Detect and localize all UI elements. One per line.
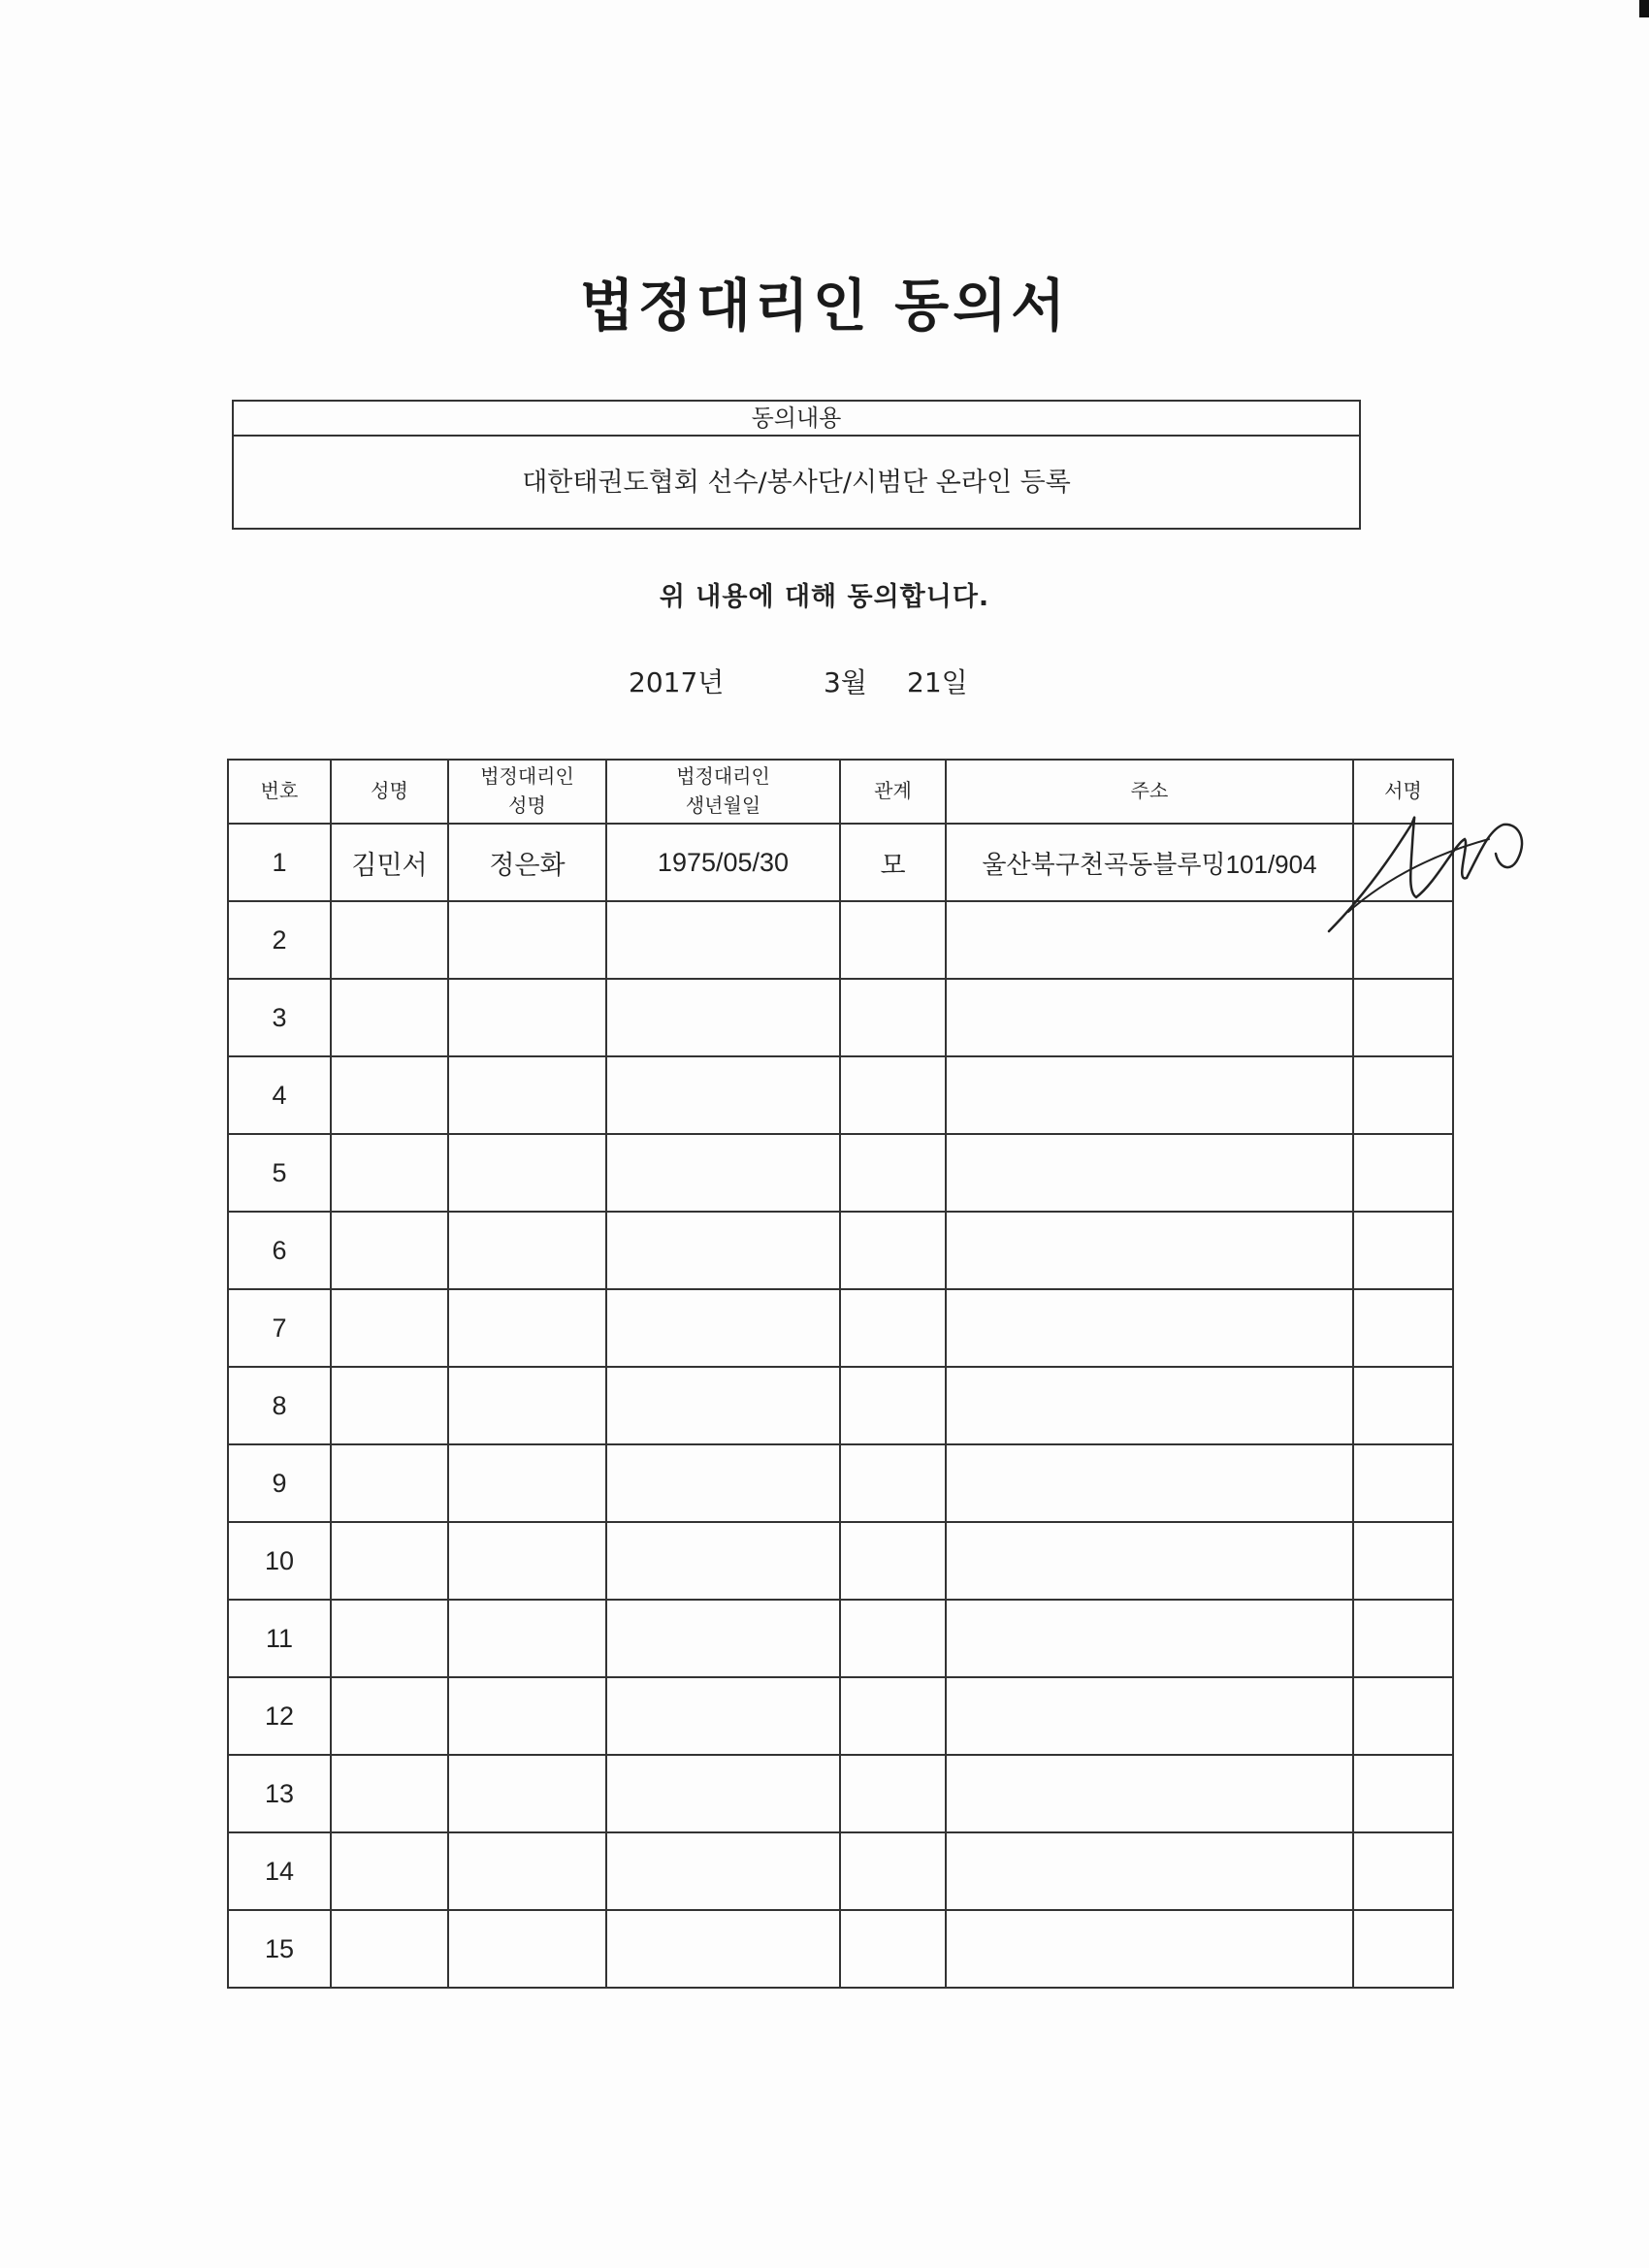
row-relation: 모 (840, 824, 946, 901)
row-number: 13 (228, 1755, 331, 1832)
row-number: 3 (228, 979, 331, 1056)
row-signature (1353, 1444, 1453, 1522)
row-address (946, 1600, 1353, 1677)
row-address (946, 1522, 1353, 1600)
row-guardian-name (448, 1755, 606, 1832)
row-number: 10 (228, 1522, 331, 1600)
row-signature (1353, 1212, 1453, 1289)
row-guardian-name (448, 1677, 606, 1755)
row-relation (840, 1677, 946, 1755)
row-guardian-name (448, 1444, 606, 1522)
table-row (228, 979, 1453, 1056)
row-address (946, 1056, 1353, 1134)
header-guardian-name-line2: 성명 (508, 795, 546, 817)
row-number: 11 (228, 1600, 331, 1677)
row-signature (1353, 1289, 1453, 1367)
row-guardian-birth (606, 1444, 840, 1522)
header-guardian-birth-line2: 생년월일 (685, 795, 761, 817)
row-relation (840, 901, 946, 979)
row-name (331, 1212, 448, 1289)
row-number: 15 (228, 1910, 331, 1988)
row-address (946, 1367, 1353, 1444)
row-guardian-birth: 1975/05/30 (606, 824, 840, 901)
row-name (331, 1755, 448, 1832)
row-number: 4 (228, 1056, 331, 1134)
row-number: 7 (228, 1289, 331, 1367)
row-name (331, 1832, 448, 1910)
row-guardian-birth (606, 1212, 840, 1289)
row-guardian-name (448, 1522, 606, 1600)
guardian-roster-table (227, 759, 1454, 1989)
row-address (946, 1212, 1353, 1289)
row-name (331, 1134, 448, 1212)
table-row (228, 1600, 1453, 1677)
row-name (331, 1367, 448, 1444)
row-relation (840, 1444, 946, 1522)
row-number: 5 (228, 1134, 331, 1212)
row-guardian-name (448, 1832, 606, 1910)
row-signature (1353, 979, 1453, 1056)
row-name (331, 1677, 448, 1755)
table-row (228, 1755, 1453, 1832)
row-guardian-birth (606, 1522, 840, 1600)
row-signature (1353, 1600, 1453, 1677)
table-row (228, 1444, 1453, 1522)
consent-header: 동의내용 (234, 402, 1359, 437)
row-guardian-name (448, 1600, 606, 1677)
row-relation (840, 979, 946, 1056)
row-guardian-birth (606, 1677, 840, 1755)
header-guardian-name-line1: 법정대리인 (480, 766, 574, 788)
table-row (228, 901, 1453, 979)
row-relation (840, 1289, 946, 1367)
row-address (946, 979, 1353, 1056)
row-number: 9 (228, 1444, 331, 1522)
row-relation (840, 1056, 946, 1134)
row-guardian-birth (606, 979, 840, 1056)
row-name: 김민서 (331, 824, 448, 901)
row-address (946, 1134, 1353, 1212)
row-signature (1353, 1134, 1453, 1212)
row-guardian-birth (606, 1832, 840, 1910)
row-name (331, 1289, 448, 1367)
document-title: 법정대리인 동의서 (579, 273, 1070, 339)
consent-content: 대한태권도협회 선수/봉사단/시범단 온라인 등록 (522, 468, 1071, 498)
row-signature (1353, 1832, 1453, 1910)
table-row (228, 1056, 1453, 1134)
handwritten-signature (1319, 786, 1533, 941)
row-guardian-birth (606, 1289, 840, 1367)
agreement-statement: 위 내용에 대해 동의합니다. (659, 582, 990, 612)
row-relation (840, 1910, 946, 1988)
table-header-row (228, 760, 1453, 824)
table-row (228, 1677, 1453, 1755)
row-name (331, 1522, 448, 1600)
row-number: 14 (228, 1832, 331, 1910)
row-number: 8 (228, 1367, 331, 1444)
row-relation (840, 1367, 946, 1444)
row-relation (840, 1832, 946, 1910)
row-relation (840, 1522, 946, 1600)
row-signature (1353, 1367, 1453, 1444)
row-relation (840, 1134, 946, 1212)
header-signature: 서명 (1353, 760, 1453, 824)
row-guardian-name (448, 1056, 606, 1134)
document-date (0, 662, 1649, 700)
row-number: 12 (228, 1677, 331, 1755)
table-row (228, 824, 1453, 901)
header-address: 주소 (946, 760, 1353, 824)
row-signature (1353, 1910, 1453, 1988)
row-name (331, 1910, 448, 1988)
header-guardian-birth-line1: 법정대리인 (676, 766, 770, 788)
table-row (228, 1910, 1453, 1988)
row-guardian-birth (606, 1367, 840, 1444)
row-name (331, 979, 448, 1056)
row-signature (1353, 1522, 1453, 1600)
scan-edge-mark (1639, 0, 1649, 17)
header-no: 번호 (228, 760, 331, 824)
row-name (331, 901, 448, 979)
row-guardian-birth (606, 1755, 840, 1832)
row-guardian-name (448, 1212, 606, 1289)
header-name: 성명 (331, 760, 448, 824)
row-guardian-name (448, 1910, 606, 1988)
row-signature (1353, 1677, 1453, 1755)
row-signature (1353, 1755, 1453, 1832)
row-guardian-birth (606, 1600, 840, 1677)
header-relation: 관계 (840, 760, 946, 824)
row-guardian-name (448, 979, 606, 1056)
row-address (946, 1444, 1353, 1522)
date-month: 3월 (824, 666, 867, 698)
row-address: 울산북구천곡동블루밍101/904 (946, 824, 1353, 901)
date-day: 21일 (907, 666, 968, 698)
row-guardian-name (448, 1134, 606, 1212)
row-address (946, 1289, 1353, 1367)
header-guardian-birth (606, 760, 840, 824)
row-relation (840, 1755, 946, 1832)
row-number: 2 (228, 901, 331, 979)
table-body (228, 824, 1453, 1988)
row-name (331, 1444, 448, 1522)
date-year: 2017년 (629, 666, 725, 698)
row-guardian-name (448, 1289, 606, 1367)
table-row (228, 1134, 1453, 1212)
row-guardian-name (448, 901, 606, 979)
row-relation (840, 1600, 946, 1677)
row-guardian-birth (606, 901, 840, 979)
row-address (946, 1910, 1353, 1988)
row-guardian-name: 정은화 (448, 824, 606, 901)
row-guardian-birth (606, 1134, 840, 1212)
row-address (946, 901, 1353, 979)
row-address (946, 1677, 1353, 1755)
table-row (228, 1289, 1453, 1367)
row-address (946, 1755, 1353, 1832)
row-address (946, 1832, 1353, 1910)
table-row (228, 1212, 1453, 1289)
row-name (331, 1600, 448, 1677)
row-number: 6 (228, 1212, 331, 1289)
table-row (228, 1522, 1453, 1600)
row-guardian-birth (606, 1056, 840, 1134)
header-guardian-name (448, 760, 606, 824)
table-row (228, 1832, 1453, 1910)
row-relation (840, 1212, 946, 1289)
row-guardian-name (448, 1367, 606, 1444)
row-name (331, 1056, 448, 1134)
row-guardian-birth (606, 1910, 840, 1988)
table-row (228, 1367, 1453, 1444)
row-number: 1 (228, 824, 331, 901)
row-signature (1353, 1056, 1453, 1134)
consent-box (232, 400, 1361, 530)
